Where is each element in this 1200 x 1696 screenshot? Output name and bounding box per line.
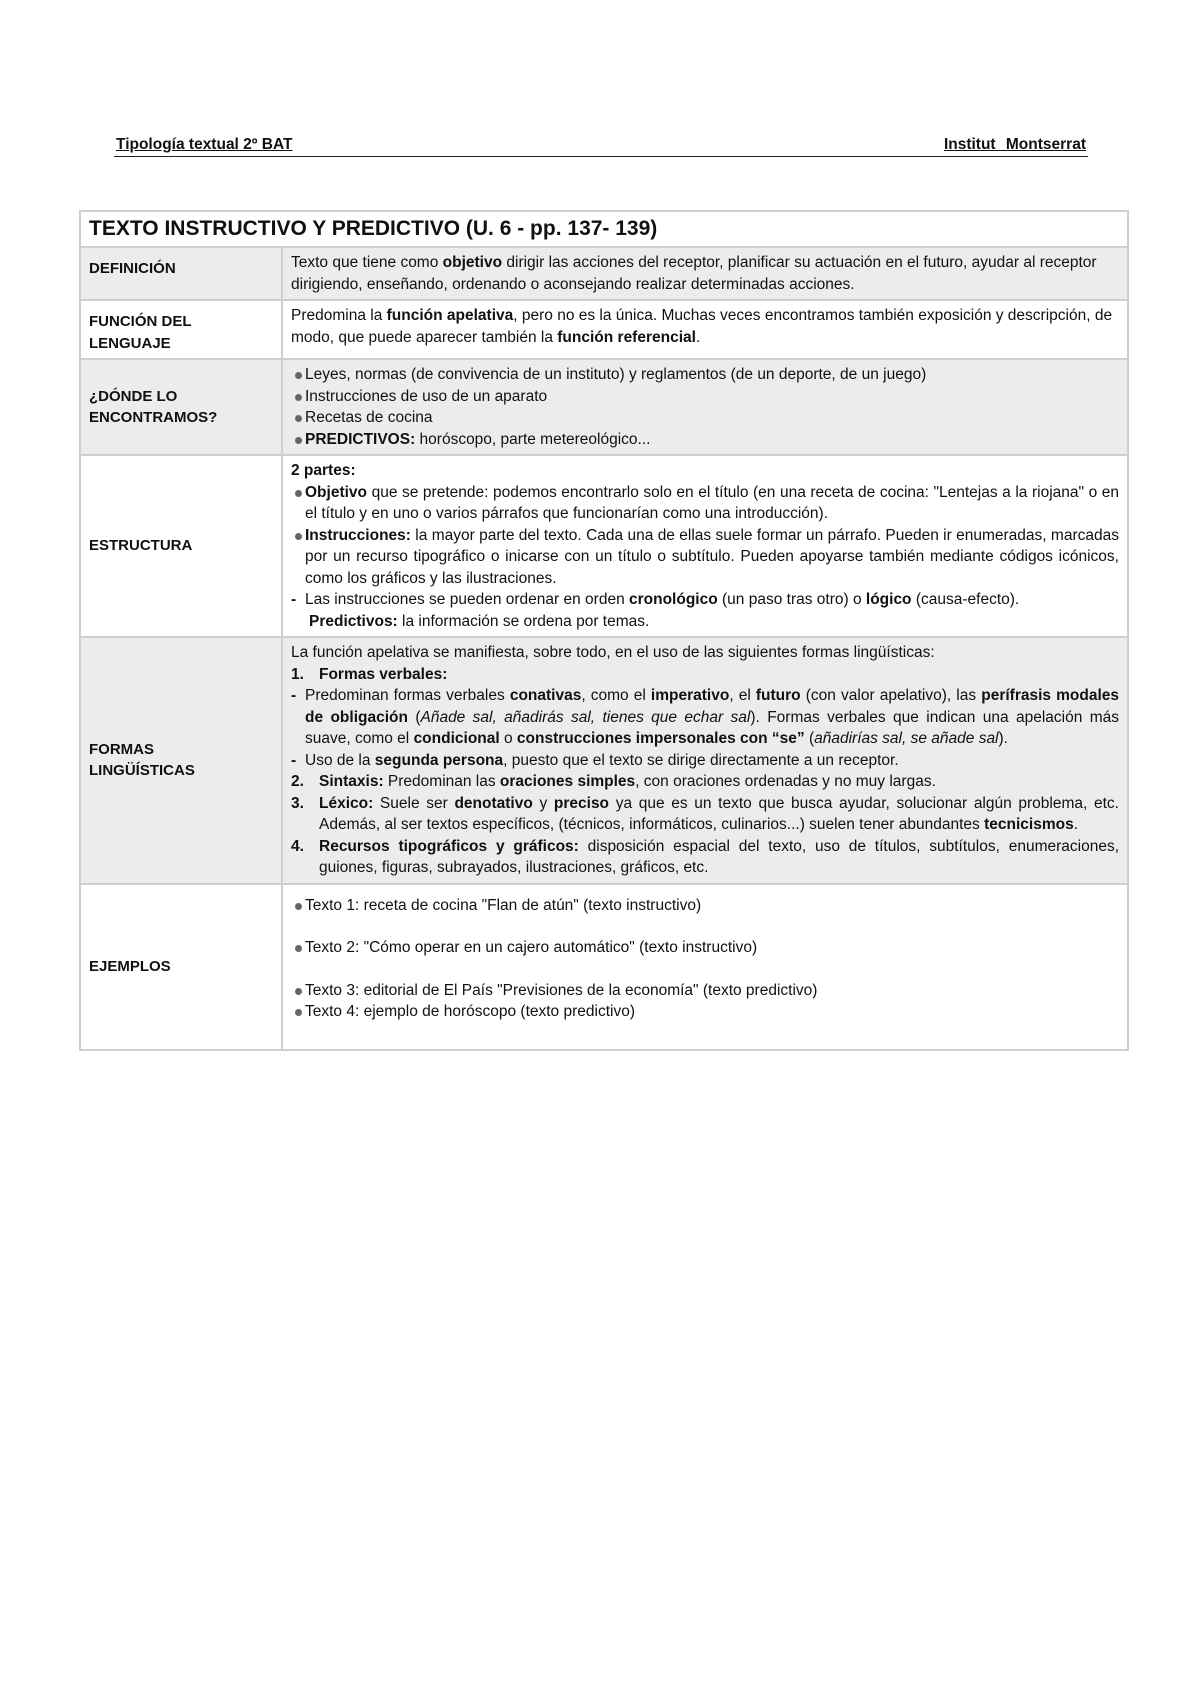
row-estructura xyxy=(80,455,1128,637)
list-item: Leyes, normas (de convivencia de un instituto) y reglamentos (de un deporte, de un juego) xyxy=(291,364,1119,386)
label-definicion: DEFINICIÓN xyxy=(80,247,282,300)
label-formas: FORMAS LINGÜÍSTICAS xyxy=(80,637,282,884)
label-donde: ¿DÓNDE LO ENCONTRAMOS? xyxy=(80,359,282,455)
bullet-icon xyxy=(295,394,302,401)
list-item: Texto 4: ejemplo de horóscopo (texto predictivo) xyxy=(291,1001,1119,1023)
row-ejemplos xyxy=(80,884,1128,1050)
list-item: - Predominan formas verbales conativas, como el imperativo, el futuro (con valor apelativo), las perífrasis modales de obligación (Añade sal, añadirás sal, tienes que echar sal). Formas verbales que indican una apelación más suave, como el condicional o construcciones impersonales con “se” (añadirías sal, se añade sal). xyxy=(291,687,1120,747)
cell-funcion: Predomina la función apelativa, pero no es la única. Muchas veces encontramos también exposición y descripción, de modo, que puede aparecer también la función referencial. xyxy=(282,300,1128,359)
dash-icon: - xyxy=(291,751,297,769)
row-formas xyxy=(80,637,1128,884)
list-item: 1. Formas verbales: xyxy=(291,665,448,683)
label-ejemplos: EJEMPLOS xyxy=(80,884,282,1050)
bullet-icon xyxy=(295,490,302,497)
bullet-icon xyxy=(295,533,302,540)
list-item: Recetas de cocina xyxy=(291,407,1119,429)
dash-icon: - xyxy=(291,687,297,704)
cell-estructura: 2 partes: Objetivo que se pretende: podemos encontrarlo solo en el título (en una receta de cocina: "Lentejas a la riojana" o en el título y en uno o varios párrafos que funcionarían como una introducción). Instrucciones: la mayor parte del texto. Cada una de ellas suele formar un párrafo. Pueden ir enumeradas, marcadas por un recurso tipográfico o inicarse con un título o subtítulo. Pueden apoyarse también mediante códigos icónicos, como los gráficos y las ilustraciones. - Las instrucciones se pueden ordenar en orden cronológico (un paso tras otro) o lógico (causa-efecto). Predictivos: la información se ordena por temas. xyxy=(282,455,1128,637)
header-school: Institut Montserrat xyxy=(943,136,1086,153)
list-item: 2. Sintaxis: Predominan las oraciones simples, con oraciones ordenadas y no muy largas. xyxy=(291,773,936,790)
list-item: Instrucciones de uso de un aparato xyxy=(291,386,1119,408)
list-item: Texto 2: "Cómo operar en un cajero automático" (texto instructivo) xyxy=(291,937,1119,959)
dash-icon: - xyxy=(291,591,297,608)
row-definicion xyxy=(80,247,1128,300)
list-item: PREDICTIVOS: horóscopo, parte metereológico... xyxy=(291,429,1119,451)
bullet-icon xyxy=(295,415,302,422)
page-header xyxy=(114,136,1088,157)
list-item: Predictivos: la información se ordena por temas. xyxy=(309,612,650,630)
content-table xyxy=(79,210,1129,1051)
label-funcion: FUNCIÓN DEL LENGUAJE xyxy=(80,300,282,359)
bullet-icon xyxy=(295,1009,302,1016)
list-item: Objetivo que se pretende: podemos encontrarlo solo en el título (en una receta de cocina: "Lentejas a la riojana" o en el título y en uno o varios párrafos que funcionarían como una introducción). xyxy=(291,482,1119,525)
cell-ejemplos xyxy=(282,884,1128,1050)
list-item: - Uso de la segunda persona, puesto que el texto se dirige directamente a un receptor. xyxy=(291,750,1119,772)
list-item: 4. Recursos tipográficos y gráficos: disposición espacial del texto, uso de títulos, subtítulos, enumeraciones, guiones, figuras, subrayados, ilustraciones, gráficos, etc. xyxy=(291,837,1120,876)
title-row xyxy=(80,211,1128,247)
list-item: Texto 3: editorial de El País "Previsiones de la economía" (texto predictivo) xyxy=(291,980,1119,1002)
bullet-icon xyxy=(295,945,302,952)
document-title: TEXTO INSTRUCTIVO Y PREDICTIVO (U. 6 - pp. 137- 139) xyxy=(80,211,1128,247)
list-item: - Las instrucciones se pueden ordenar en orden cronológico (un paso tras otro) o lógico (causa-efecto). xyxy=(291,589,1119,611)
cell-formas: La función apelativa se manifiesta, sobre todo, en el uso de las siguientes formas lingüísticas: 1. Formas verbales: - Predominan formas verbales conativas, como el imperativo, el futuro (con valor apelativo), las perífrasis modales de obligación (Añade sal, añadirás sal, tienes que echar sal). Formas verbales que indican una apelación más suave, como el condicional o construcciones impersonales con “se” (añadirías sal, se añade sal). - Uso de la segunda persona, puesto que el texto se dirige directamente a un receptor. 2. Sintaxis: Predominan las oraciones simples, con oraciones ordenadas y no muy largas. 3. Léxico: Suele ser denotativo y preciso ya que es un texto que busca ayudar, solucionar algún problema, etc. Además, al ser textos específicos, (técnicos, informáticos, culinarios...) suelen tener abundantes tecnicismos. 4. Recursos tipográficos y gráficos: disposición espacial del texto, uso de títulos, subtítulos, enumeraciones, guiones, figuras, subrayados, ilustraciones, gráficos, etc. xyxy=(282,637,1128,884)
bullet-icon xyxy=(295,437,302,444)
cell-donde xyxy=(282,359,1128,455)
bullet-icon xyxy=(295,372,302,379)
list-item: Texto 1: receta de cocina "Flan de atún" (texto instructivo) xyxy=(291,895,1119,917)
bullet-icon xyxy=(295,988,302,995)
cell-definicion: Texto que tiene como objetivo dirigir las acciones del receptor, planificar su actuación en el futuro, ayudar al receptor dirigiendo, enseñando, ordenando o aconsejando realizar determinadas acciones. xyxy=(282,247,1128,300)
row-funcion xyxy=(80,300,1128,359)
row-donde xyxy=(80,359,1128,455)
header-course: Tipología textual 2º BAT xyxy=(116,136,293,153)
bullet-icon xyxy=(295,903,302,910)
list-item: 3. Léxico: Suele ser denotativo y preciso ya que es un texto que busca ayudar, solucionar algún problema, etc. Además, al ser textos específicos, (técnicos, informáticos, culinarios...) suelen tener abundantes tecnicismos. xyxy=(291,794,1119,833)
label-estructura: ESTRUCTURA xyxy=(80,455,282,637)
list-item: Instrucciones: la mayor parte del texto. Cada una de ellas suele formar un párrafo. Pueden ir enumeradas, marcadas por un recurso tipográfico o inicarse con un título o subtítulo. Pueden apoyarse también mediante códigos icónicos, como los gráficos y las ilustraciones. xyxy=(291,525,1119,590)
